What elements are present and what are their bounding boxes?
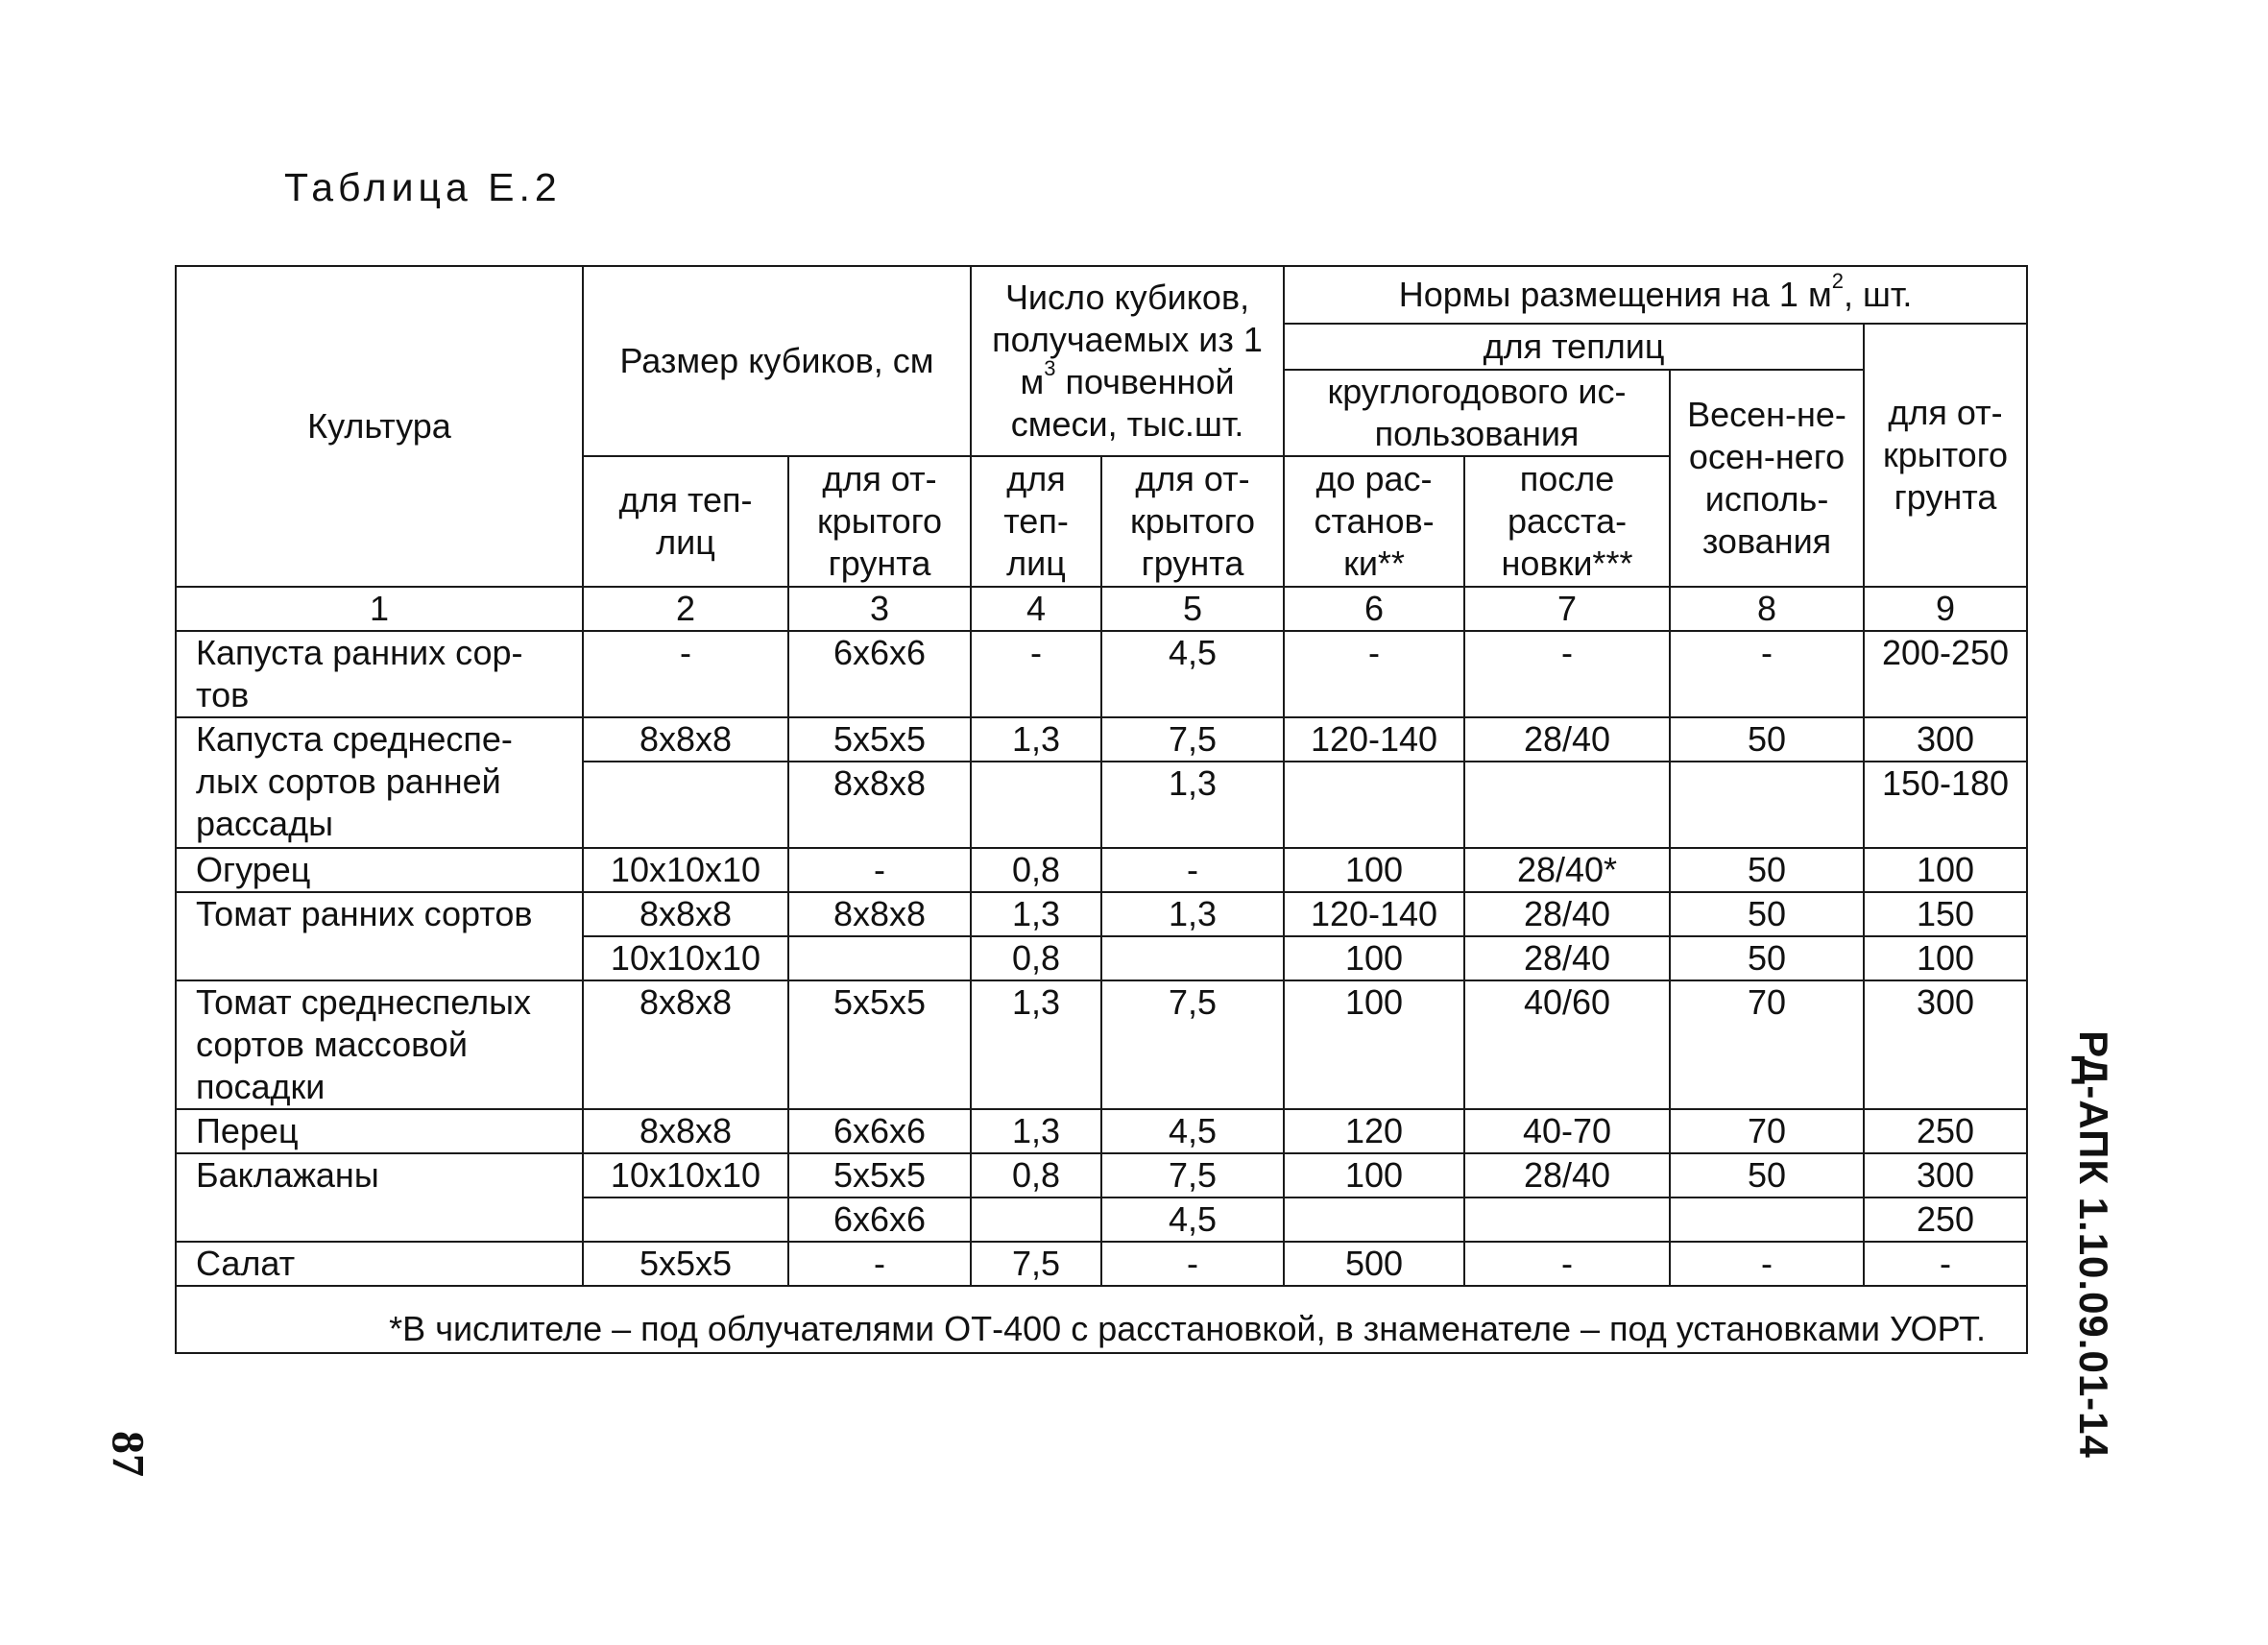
- culture-name: Капуста среднеспе-лых сортов ранней рассады: [176, 717, 583, 848]
- table-cell: 1,3: [971, 892, 1101, 936]
- table-cell: 50: [1670, 892, 1864, 936]
- table-cell: 1,3: [971, 717, 1101, 762]
- footnote-row: [176, 1286, 2027, 1353]
- table-cell: 120: [1284, 1109, 1464, 1153]
- culture-name: Салат: [176, 1242, 583, 1286]
- table-cell: 50: [1670, 717, 1864, 762]
- table-cell: -: [971, 631, 1101, 717]
- table-cell: -: [788, 848, 971, 892]
- table-cell: -: [1464, 1242, 1670, 1286]
- table-cell: 5х5х5: [583, 1242, 788, 1286]
- table-cell: 6х6х6: [788, 1197, 971, 1242]
- table-cell: 50: [1670, 936, 1864, 980]
- table-cell: 100: [1284, 848, 1464, 892]
- table-cell: 300: [1864, 980, 2027, 1109]
- table-caption: Таблица Е.2: [284, 165, 562, 209]
- header-count-greenhouse: для теп-лиц: [971, 456, 1101, 587]
- column-number-row: [176, 587, 2027, 631]
- column-number: 5: [1101, 587, 1284, 631]
- table-cell: 28/40*: [1464, 848, 1670, 892]
- table-cell: 150: [1864, 892, 2027, 936]
- table-row: [176, 1109, 2027, 1153]
- table-row: [176, 1242, 2027, 1286]
- table-cell: 8х8х8: [788, 892, 971, 936]
- table-cell: 500: [1284, 1242, 1464, 1286]
- header-cube-count: Число кубиков, получаемых из 1 $м^3$ почвенной смеси, тыс.шт.: [971, 266, 1284, 456]
- table-cell: 7,5: [1101, 980, 1284, 1109]
- table-cell: 6х6х6: [788, 1109, 971, 1153]
- table-cell: -: [583, 631, 788, 717]
- header-open-ground-norm: для от-крытого грунта: [1864, 324, 2027, 587]
- table-cell: 300: [1864, 717, 2027, 762]
- table-cell: 100: [1864, 936, 2027, 980]
- table-cell: 7,5: [971, 1242, 1101, 1286]
- culture-name: Огурец: [176, 848, 583, 892]
- table-cell: [583, 1197, 788, 1242]
- table-row: [176, 892, 2027, 936]
- table-row: [176, 1153, 2027, 1197]
- header-spring-autumn: Весен-не-осен-него исполь-зования: [1670, 370, 1864, 587]
- table-cell: -: [788, 1242, 971, 1286]
- column-number: 4: [971, 587, 1101, 631]
- header-after-placement: после расста-новки***: [1464, 456, 1670, 587]
- header-cube-size: Размер кубиков, см: [583, 266, 971, 456]
- table-cell: [971, 1197, 1101, 1242]
- table-cell: 10х10х10: [583, 1153, 788, 1197]
- table-cell: 0,8: [971, 936, 1101, 980]
- table-row: [176, 980, 2027, 1109]
- table-cell: 250: [1864, 1197, 2027, 1242]
- column-number: 6: [1284, 587, 1464, 631]
- document-code: РД-АПК 1.10.09.01-14: [2071, 1030, 2116, 1459]
- table-cell: [1101, 936, 1284, 980]
- table-row: [176, 631, 2027, 717]
- footnote: *В числителе – под облучателями ОТ-400 с расстановкой, в знаменателе – под установками УОРТ.: [176, 1286, 2027, 1353]
- table-cell: [971, 762, 1101, 848]
- table-cell: -: [1864, 1242, 2027, 1286]
- table-cell: 7,5: [1101, 717, 1284, 762]
- table-cell: 8х8х8: [788, 762, 971, 848]
- table-cell: 8х8х8: [583, 717, 788, 762]
- table-cell: -: [1670, 631, 1864, 717]
- table-cell: -: [1284, 631, 1464, 717]
- table-cell: 50: [1670, 848, 1864, 892]
- column-number: 1: [176, 587, 583, 631]
- table-cell: 0,8: [971, 848, 1101, 892]
- table-cell: 8х8х8: [583, 1109, 788, 1153]
- table-cell: [1670, 762, 1864, 848]
- table-cell: 6х6х6: [788, 631, 971, 717]
- table-cell: [1284, 1197, 1464, 1242]
- culture-name: Капуста ранних сор-тов: [176, 631, 583, 717]
- table-cell: 50: [1670, 1153, 1864, 1197]
- column-number: 9: [1864, 587, 2027, 631]
- table-cell: 10х10х10: [583, 848, 788, 892]
- table-cell: 5х5х5: [788, 1153, 971, 1197]
- data-table: [175, 265, 2028, 1354]
- column-number: 3: [788, 587, 971, 631]
- table-cell: 4,5: [1101, 1109, 1284, 1153]
- table-cell: -: [1670, 1242, 1864, 1286]
- culture-name: Томат ранних сортов: [176, 892, 583, 980]
- table-cell: 100: [1284, 1153, 1464, 1197]
- table-cell: 250: [1864, 1109, 2027, 1153]
- table-cell: 100: [1284, 980, 1464, 1109]
- table-cell: [1464, 1197, 1670, 1242]
- table-cell: -: [1101, 1242, 1284, 1286]
- table-row: [176, 848, 2027, 892]
- table-row: [176, 717, 2027, 762]
- culture-name: Баклажаны: [176, 1153, 583, 1242]
- table-cell: 120-140: [1284, 717, 1464, 762]
- header-size-open: для от-крытого грунта: [788, 456, 971, 587]
- table-cell: 28/40: [1464, 936, 1670, 980]
- table-cell: -: [1101, 848, 1284, 892]
- table-cell: 28/40: [1464, 717, 1670, 762]
- header-before-placement: до рас-станов-ки**: [1284, 456, 1464, 587]
- header-greenhouse: для теплиц: [1284, 324, 1864, 370]
- table-cell: 100: [1864, 848, 2027, 892]
- table-cell: 7,5: [1101, 1153, 1284, 1197]
- table-cell: 40/60: [1464, 980, 1670, 1109]
- table-cell: 1,3: [1101, 892, 1284, 936]
- table-cell: [583, 762, 788, 848]
- table-cell: 300: [1864, 1153, 2027, 1197]
- table-cell: 8х8х8: [583, 980, 788, 1109]
- table-cell: 70: [1670, 980, 1864, 1109]
- table-cell: 4,5: [1101, 631, 1284, 717]
- table-cell: [1670, 1197, 1864, 1242]
- table-cell: [1284, 762, 1464, 848]
- header-size-greenhouse: для теп-лиц: [583, 456, 788, 587]
- column-number: 7: [1464, 587, 1670, 631]
- table-cell: -: [1464, 631, 1670, 717]
- table-cell: 5х5х5: [788, 980, 971, 1109]
- table-cell: 8х8х8: [583, 892, 788, 936]
- page-number: 87: [102, 1431, 154, 1477]
- header-culture: Культура: [176, 266, 583, 587]
- table-cell: 28/40: [1464, 892, 1670, 936]
- header-count-open: для от-крытого грунта: [1101, 456, 1284, 587]
- table-cell: 4,5: [1101, 1197, 1284, 1242]
- table-cell: 1,3: [971, 980, 1101, 1109]
- table-cell: 200-250: [1864, 631, 2027, 717]
- table-cell: 100: [1284, 936, 1464, 980]
- table-cell: [788, 936, 971, 980]
- column-number: 8: [1670, 587, 1864, 631]
- table-cell: 1,3: [1101, 762, 1284, 848]
- table-cell: 70: [1670, 1109, 1864, 1153]
- culture-name: Перец: [176, 1109, 583, 1153]
- table-cell: 0,8: [971, 1153, 1101, 1197]
- table-cell: [1464, 762, 1670, 848]
- table-cell: 1,3: [971, 1109, 1101, 1153]
- column-number: 2: [583, 587, 788, 631]
- table-cell: 10х10х10: [583, 936, 788, 980]
- culture-name: Томат среднеспелых сортов массовой посадки: [176, 980, 583, 1109]
- table-cell: 120-140: [1284, 892, 1464, 936]
- header-placement-norms: Нормы размещения на 1 $м^2$, шт.: [1284, 266, 2027, 324]
- table-cell: 5х5х5: [788, 717, 971, 762]
- table-cell: 150-180: [1864, 762, 2027, 848]
- header-year-round: круглогодового ис-пользования: [1284, 370, 1670, 456]
- table-cell: 28/40: [1464, 1153, 1670, 1197]
- table-cell: 40-70: [1464, 1109, 1670, 1153]
